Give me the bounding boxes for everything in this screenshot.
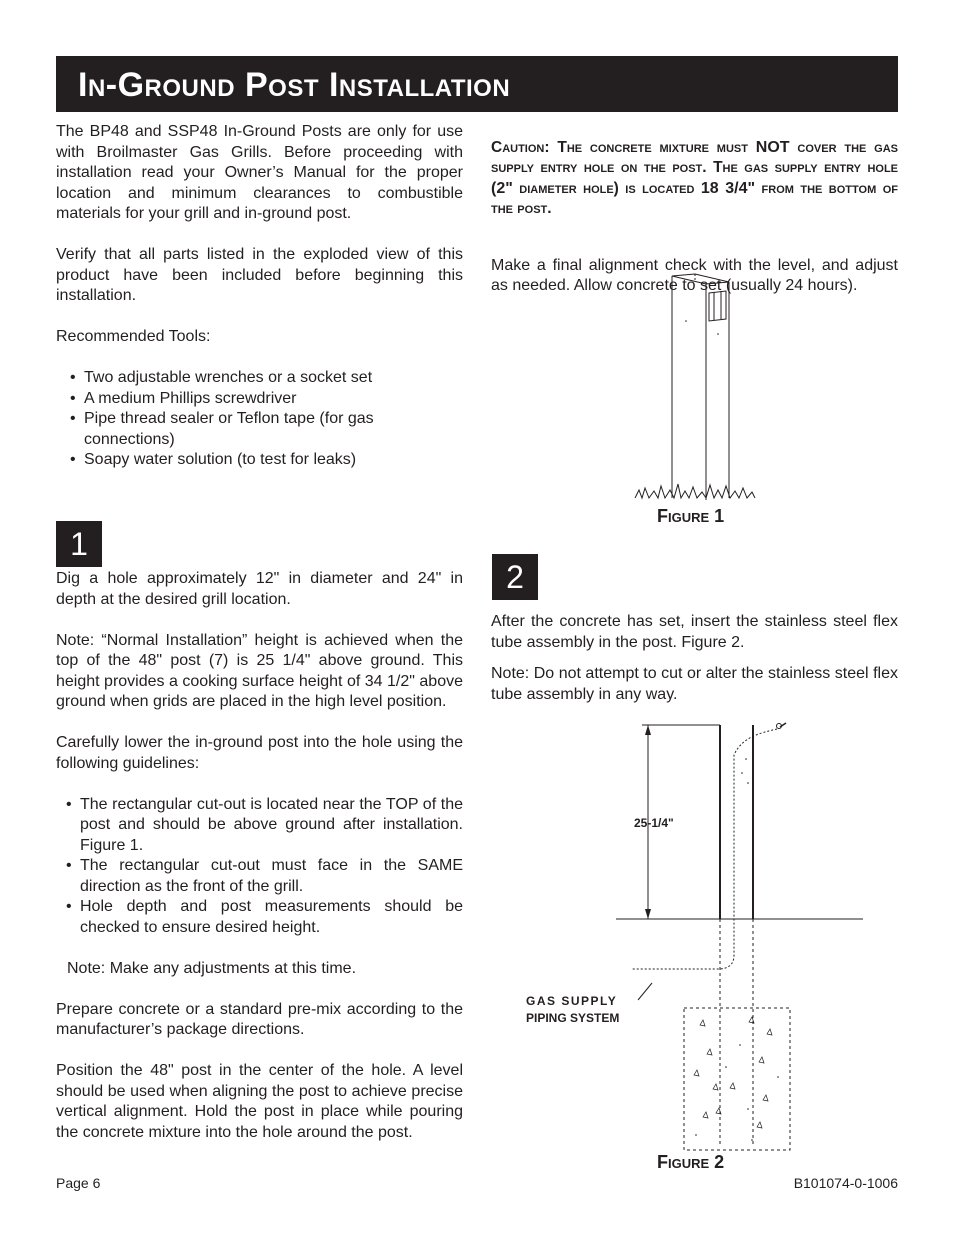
gas-supply-label-line1: GAS SUPPLY	[526, 994, 618, 1008]
figure-2-installation-drawing	[520, 715, 870, 1157]
title-banner	[56, 56, 898, 112]
figure-2-label: Figure 2	[657, 1152, 725, 1172]
lower-paragraph: Carefully lower the in-ground post into the hole using the following guidelines:	[56, 734, 463, 772]
dig-paragraph: Dig a hole approximately 12" in diameter and 24" in depth at the desired grill location.	[56, 570, 463, 608]
intro-paragraph: The BP48 and SSP48 In-Ground Posts are only for use with Broilmaster Gas Grills. Before proceeding with installation read your Owner’s Manual for the proper location and minimum clearances to combustible materials for your grill and in-ground post.	[56, 123, 463, 222]
step-1-badge: 1	[56, 521, 102, 567]
caution-lead: Caution:	[491, 138, 550, 156]
gas-supply-label-line2: PIPING SYSTEM	[526, 1011, 620, 1025]
figure-1-label: Figure 1	[657, 506, 725, 526]
verify-paragraph: Verify that all parts listed in the exploded view of this product have been included before beginning this installation.	[56, 246, 463, 304]
tools-heading: Recommended Tools:	[56, 328, 211, 345]
flex-tube-note: Note: Do not attempt to cut or alter the stainless steel flex tube assembly in any way.	[491, 665, 898, 703]
page-number: Page 6	[56, 1175, 101, 1191]
position-paragraph: Position the 48" post in the center of the hole. A level should be used when aligning the post to achieve precise vertical alignment. Hold the post in place while pouring the concrete mixture into the hole around the post.	[56, 1062, 463, 1141]
concrete-paragraph: Prepare concrete or a standard pre-mix according to the manufacturer’s package directions.	[56, 1000, 463, 1038]
list-item: • The rectangular cut-out is located near the TOP of the post and should be above ground after installation. Figure 1.	[56, 795, 463, 857]
insert-paragraph: After the concrete has set, insert the stainless steel flex tube assembly in the post. Figure 2.	[491, 613, 898, 651]
page-title: In-Ground Post Installation	[78, 66, 511, 104]
caution-text: Caution: The concrete mixture must NOT cover the gas supply entry hole on the post. The gas supply entry hole (2" diameter hole) is located 18 3/4" from the bottom of the post.	[491, 138, 899, 217]
height-note: Note: “Normal Installation” height is achieved when the top of the 48" post (7) is 25 1/4" above ground. This height provides a cooking surface height of 34 1/2" above ground when grids are placed in the high level position.	[56, 631, 463, 710]
caution-emphasis: NOT	[755, 138, 790, 156]
list-item: • The rectangular cut-out must face in the SAME direction as the front of the grill.	[56, 856, 463, 897]
tools-list	[56, 368, 463, 471]
intro-section	[56, 122, 463, 471]
step-1-section	[56, 569, 463, 1143]
list-item: • Pipe thread sealer or Teflon tape (for gas connections)	[56, 409, 463, 450]
figure-1-post-drawing	[625, 272, 765, 504]
guidelines-list	[56, 795, 463, 939]
list-item: • Two adjustable wrenches or a socket set	[56, 368, 463, 389]
step-2-section	[491, 612, 898, 705]
adjust-note: Note: Make any adjustments at this time.	[67, 959, 357, 977]
step-2-badge: 2	[492, 554, 538, 600]
alignment-paragraph: Make a final alignment check with the level, and adjust as needed. Allow concrete to set (usually 24 hours).	[491, 256, 898, 294]
list-item: • Soapy water solution (to test for leaks)	[56, 450, 463, 471]
list-item: • A medium Phillips screwdriver	[56, 389, 463, 410]
document-code: B101074-0-1006	[793, 1175, 898, 1191]
caution-section	[491, 122, 898, 297]
list-item: • Hole depth and post measurements should be checked to ensure desired height.	[56, 897, 463, 938]
dimension-label: 25-1/4"	[634, 816, 674, 830]
